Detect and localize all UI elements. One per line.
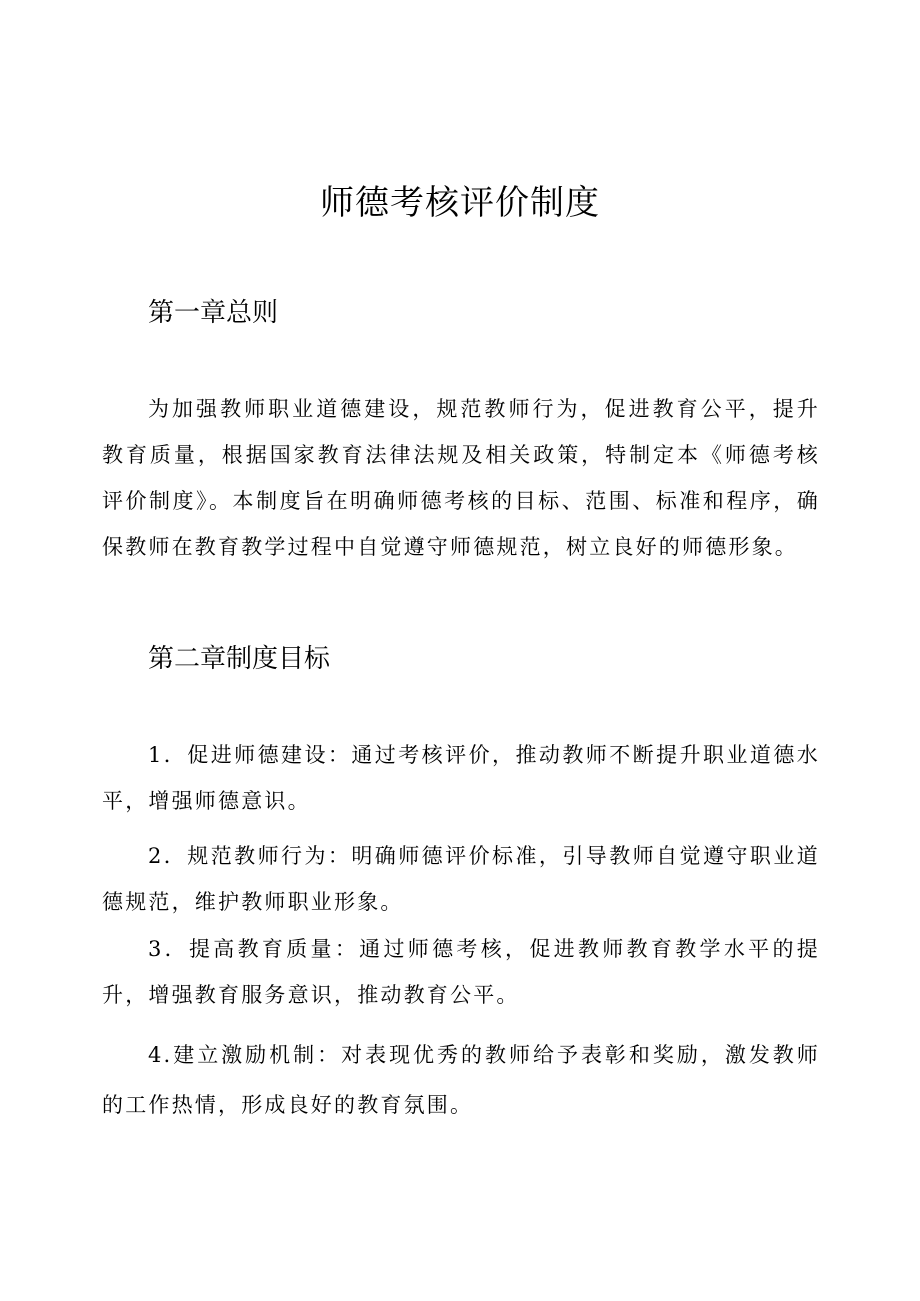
- chapter-1-heading: 第一章总则: [148, 298, 279, 328]
- goal-item-2: 2．规范教师行为：明确师德评价标准，引导教师自觉遵守职业道德规范，维护教师职业形象。: [102, 844, 820, 914]
- goal-item-1: 1．促进师德建设：通过考核评价，推动教师不断提升职业道德水平，增强师德意识。: [102, 743, 820, 813]
- goal-item-3: 3．提高教育质量：通过师德考核，促进教师教育教学水平的提升，增强教育服务意识，推动教育公平。: [102, 937, 820, 1007]
- chapter-1-paragraph: 为加强教师职业道德建设，规范教师行为，促进教育公平，提升教育质量，根据国家教育法律法规及相关政策，特制定本《师德考核评价制度》。本制度旨在明确师德考核的目标、范围、标准和程序，确保教师在教育教学过程中自觉遵守师德规范，树立良好的师德形象。: [102, 397, 820, 559]
- document-title: 师德考核评价制度: [320, 183, 600, 223]
- chapter-2-heading: 第二章制度目标: [148, 644, 331, 674]
- goal-item-4: 4.建立激励机制：对表现优秀的教师给予表彰和奖励，激发教师的工作热情，形成良好的教育氛围。: [102, 1043, 820, 1117]
